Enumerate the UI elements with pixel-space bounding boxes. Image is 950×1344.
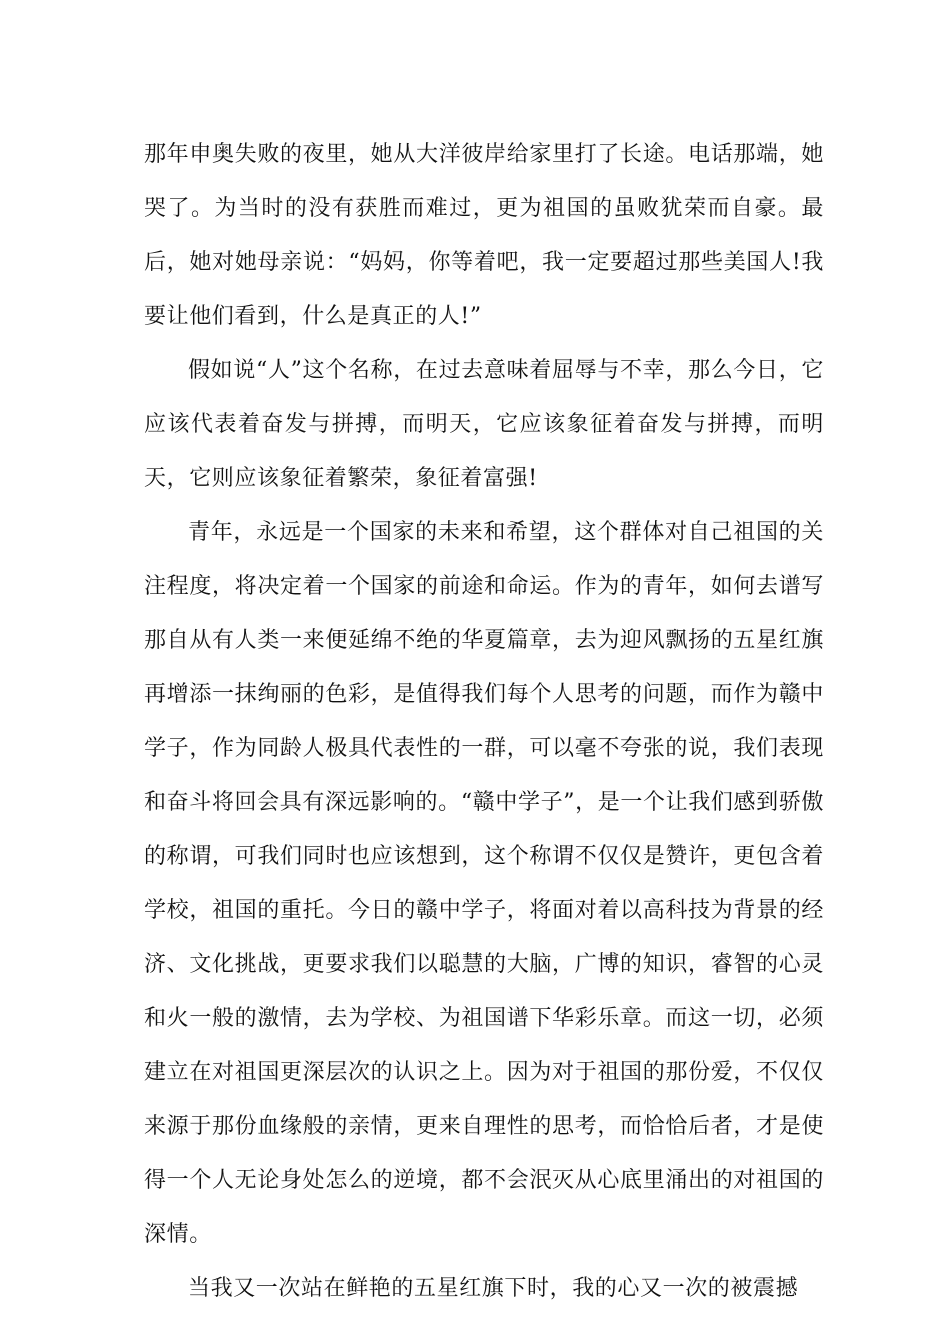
paragraph-4: 当我又一次站在鲜艳的五星红旗下时，我的心又一次的被震撼	[188, 1276, 799, 1301]
paragraph-2: 假如说“人”这个名称，在过去意味着屈辱与不幸，那么今日，它应该代表着奋发与拼搏，而明天，它应该象征着奋发与拼搏，而明天，它则应该象征着繁荣，象征着富强!	[144, 358, 824, 491]
paragraph-3: 青年，永远是一个国家的未来和希望，这个群体对自己祖国的关注程度，将决定着一个国家的前途和命运。作为的青年，如何去谱写那自从有人类一来便延绵不绝的华夏篇章，去为迎风飘扬的五星红旗再增添一抹绚丽的色彩，是值得我们每个人思考的问题，而作为赣中学子，作为同龄人极具代表性的一群，可以毫不夸张的说，我们表现和奋斗将回会具有深远影响的。“赣中学子”，是一个让我们感到骄傲的称谓，可我们同时也应该想到，这个称谓不仅仅是赞许，更包含着学校，祖国的重托。今日的赣中学子，将面对着以高科技为背景的经济、文化挑战，更要求我们以聪慧的大脑，广博的知识，睿智的心灵和火一般的激情，去为学校、为祖国谱下华彩乐章。而这一切，必须建立在对祖国更深层次的认识之上。因为对于祖国的那份爱，不仅仅来源于那份血缘般的亲情，更来自理性的思考，而恰恰后者，才是使得一个人无论身处怎么的逆境，都不会泯灭从心底里涌出的对祖国的深情。	[144, 520, 824, 1247]
paragraph-1: 那年申奥失败的夜里，她从大洋彼岸给家里打了长途。电话那端，她哭了。为当时的没有获胜而难过，更为祖国的虽败犹荣而自豪。最后，她对她母亲说：“妈妈，你等着吧，我一定要超过那些美国人!我要让他们看到，什么是真正的人!”	[144, 142, 824, 329]
body-text	[144, 128, 824, 1316]
